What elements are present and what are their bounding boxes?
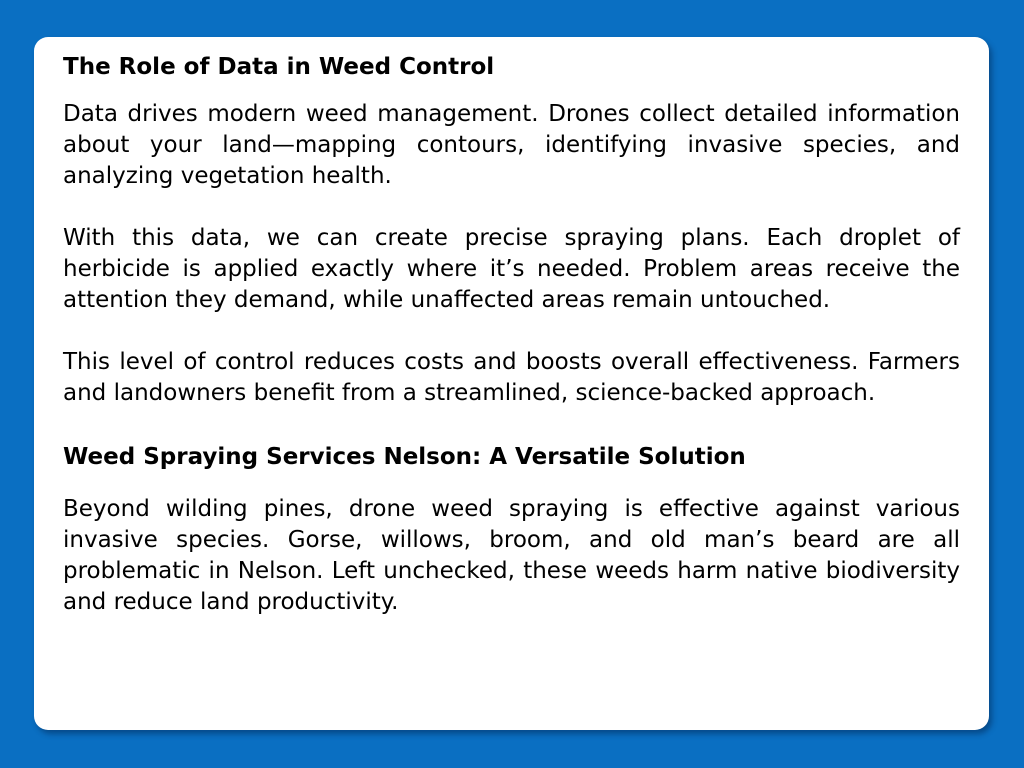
paragraph-data-drives: Data drives modern weed management. Drones collect detailed information about your land—mapping contours, identifying invasive species, and analyzing vegetation health.: [63, 101, 960, 189]
section-heading-data-role: The Role of Data in Weed Control: [63, 54, 495, 80]
paragraph-control-costs: This level of control reduces costs and boosts overall effectiveness. Farmers and landowners benefit from a streamlined, science-backed approach.: [63, 349, 960, 406]
paragraph-invasive-species: Beyond wilding pines, drone weed spraying is effective against various invasive species. Gorse, willows, broom, and old man’s beard are all problematic in Nelson. Left unchecked, these weeds harm native biodiversity and reduce land productivity.: [63, 496, 960, 615]
section-heading-versatile-solution: Weed Spraying Services Nelson: A Versatile Solution: [63, 444, 746, 470]
content-card: [34, 37, 989, 730]
paragraph-spraying-plans: With this data, we can create precise spraying plans. Each droplet of herbicide is applied exactly where it’s needed. Problem areas receive the attention they demand, while unaffected areas remain untouched.: [63, 225, 960, 313]
